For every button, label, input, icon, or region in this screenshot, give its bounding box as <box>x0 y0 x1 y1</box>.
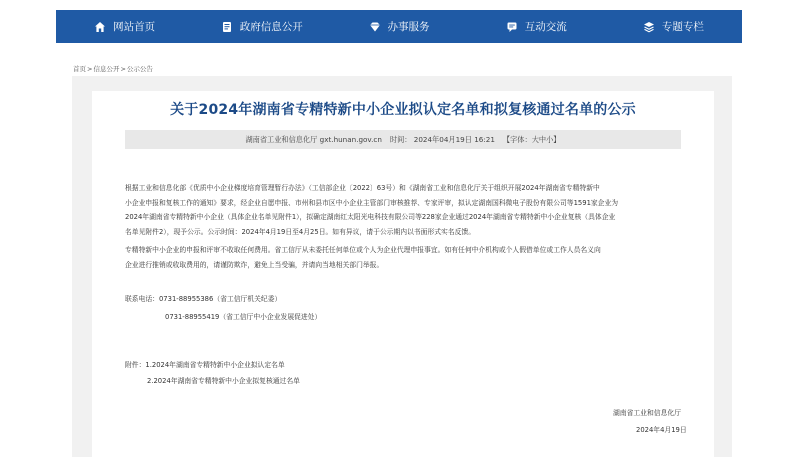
main-navbar <box>56 10 742 43</box>
font-size-close: 】 <box>553 134 561 144</box>
paragraph-line: 根据工业和信息化部《优质中小企业梯度培育管理暂行办法》（工信部企业〔2022〕63号）和《湖南省工业和信息化厅关于组织开展2024年湖南省专精特新中 <box>125 184 600 192</box>
article-content <box>92 91 714 457</box>
contact-phone-1: 0731-88955386（省工信厅机关纪委） <box>158 295 282 303</box>
attachment-link-1[interactable]: 1.2024年湖南省专精特新中小企业拟认定名单 <box>145 361 285 369</box>
paragraph-line: 企业进行推销或收取费用的，请谨防欺诈，避免上当受骗，并请向当地相关部门举报。 <box>125 260 384 269</box>
contact-phone-2: 0731-88955419（省工信厅中小企业发展促进处） <box>165 313 322 321</box>
nav-item-label: 政府信息公开 <box>239 21 303 33</box>
article-time: 时间： 2024年04月19日 16:21 <box>389 134 495 144</box>
article-paragraph-2 <box>125 243 601 272</box>
attachments-line-2 <box>147 375 300 385</box>
nav-item-gov-info[interactable] <box>193 10 330 43</box>
article-paragraph-1 <box>125 181 618 239</box>
breadcrumb <box>73 64 153 73</box>
breadcrumb-notice-link[interactable]: 公示公告 <box>126 65 153 73</box>
paragraph-line: 名单见附件2），现予公示。公示时间：2024年4月19日至4月25日。如有异议，请于公示期内以书面形式实名反馈。 <box>125 227 476 236</box>
breadcrumb-home-link[interactable]: 首页 <box>73 65 86 73</box>
signature-org: 湖南省工业和信息化厅 <box>613 409 681 417</box>
font-size-large-button[interactable]: 大 <box>531 134 539 144</box>
attachments-label: 附件： <box>125 361 146 369</box>
contact-label: 联系电话： <box>125 295 159 303</box>
font-size-small-button[interactable]: 小 <box>546 134 554 144</box>
contact-line-1 <box>125 293 281 303</box>
chat-icon <box>506 21 518 33</box>
breadcrumb-separator: > <box>120 65 126 73</box>
attachment-link-2[interactable]: 2.2024年湖南省专精特新中小企业拟复核通过名单 <box>147 377 300 385</box>
article-source: 湖南省工业和信息化厅 gxt.hunan.gov.cn <box>245 134 382 144</box>
document-icon <box>221 21 233 33</box>
nav-item-label: 专题专栏 <box>661 21 704 33</box>
home-icon <box>94 21 106 33</box>
nav-item-services[interactable] <box>330 10 467 43</box>
font-size-medium-button[interactable]: 中 <box>538 134 547 144</box>
nav-item-interaction[interactable] <box>468 10 605 43</box>
layers-icon <box>643 21 655 33</box>
nav-item-label: 网站首页 <box>113 21 156 33</box>
signature-date: 2024年4月19日 <box>636 426 687 434</box>
font-size-label: 【字体： <box>502 134 532 144</box>
nav-item-home[interactable] <box>56 10 193 43</box>
contact-line-2 <box>165 311 321 321</box>
nav-item-label: 办事服务 <box>387 21 430 33</box>
breadcrumb-separator: > <box>87 65 93 73</box>
article-meta-bar <box>125 130 681 149</box>
page-title: 关于2024年湖南省专精特新中小企业拟认定名单和拟复核通过名单的公示 <box>170 102 636 118</box>
paragraph-line: 小企业申报和复核工作的通知》要求，经企业自愿申报、市州和县市区中小企业主管部门审核推荐、专家评审，拟认定湖南国科微电子股份有限公司等1591家企业为 <box>125 198 619 207</box>
paragraph-line: 专精特新中小企业的申报和评审不收取任何费用。省工信厅从未委托任何单位或个人为企业代理申报事宜。如有任何中介机构或个人假借单位或工作人员名义向 <box>125 246 601 254</box>
breadcrumb-info-link[interactable]: 信息公开 <box>93 65 120 73</box>
nav-item-label: 互动交流 <box>524 21 567 33</box>
diamond-icon <box>369 21 381 33</box>
paragraph-line: 2024年湖南省专精特新中小企业（具体企业名单见附件1），拟确定湖南红太阳光电科技有限公司等228家企业通过2024年湖南省专精特新中小企业复核（具体企业 <box>125 213 616 221</box>
nav-item-topics[interactable] <box>605 10 742 43</box>
attachments-line-1 <box>125 359 285 369</box>
